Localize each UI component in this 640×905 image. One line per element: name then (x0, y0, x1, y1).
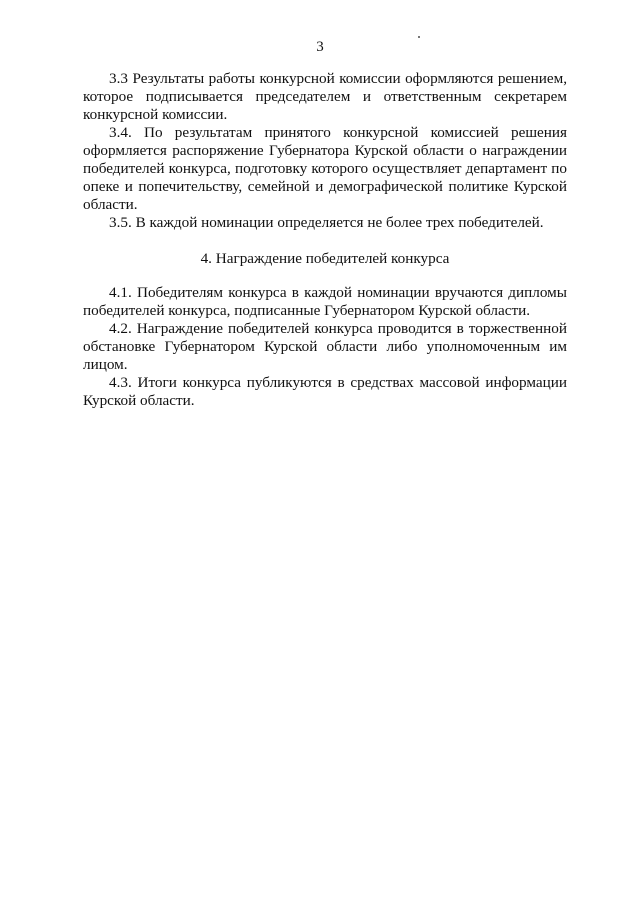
scan-speck (418, 36, 420, 38)
document-body (83, 70, 567, 410)
paragraph-3-3: 3.3 Результаты работы конкурсной комиссии оформляются решением, которое подписывается председателем и ответственным секретарем конкурсной комиссии. (83, 70, 567, 123)
section-4-heading: 4. Награждение победителей конкурса (200, 250, 450, 267)
paragraph-4-2: 4.2. Награждение победителей конкурса проводится в торжественной обстановке Губернатором Курской области либо уполномоченным им лицом. (83, 320, 567, 373)
paragraph-3-4: 3.4. По результатам принятого конкурсной комиссией решения оформляется распоряжение Губернатора Курской области о награждении победителей конкурса, подготовку которого осуществляет департамент по опеке и попечительству, семейной и демографической политике Курской области. (83, 124, 567, 213)
paragraph-3-5: 3.5. В каждой номинации определяется не более трех победителей. (109, 214, 544, 231)
paragraph-4-3: 4.3. Итоги конкурса публикуются в средствах массовой информации Курской области. (83, 374, 567, 409)
page-number: 3 (316, 39, 324, 55)
paragraph-4-1: 4.1. Победителям конкурса в каждой номинации вручаются дипломы победителей конкурса, подписанные Губернатором Курской области. (83, 284, 567, 319)
